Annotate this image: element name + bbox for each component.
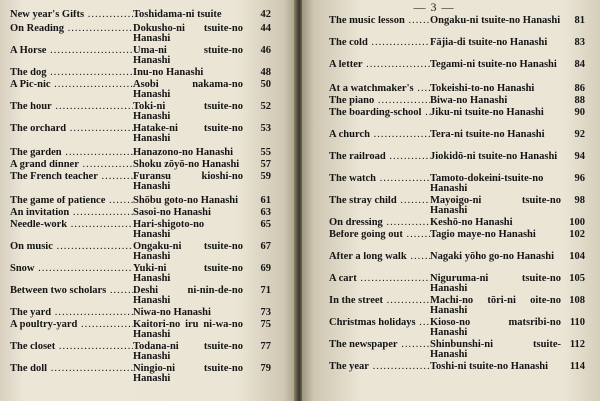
entry-japanese-title: Furansu kioshi-no Hanashi <box>133 171 243 192</box>
entry-page-number: 67 <box>260 241 271 252</box>
entry-title: Before going out ..... <box>329 230 430 240</box>
entry-title: An invitation ..... <box>10 208 133 218</box>
entry-title: On Reading ..... <box>10 24 133 44</box>
toc-entry <box>10 208 278 218</box>
toc-entry <box>329 318 587 338</box>
entry-title: Needle-work ..... <box>10 220 133 240</box>
toc-entry <box>10 220 278 240</box>
toc-entry <box>329 38 587 48</box>
entry-japanese-title: Ongaku-ni tsuite-no Hanashi <box>133 241 243 262</box>
entry-japanese-title: Inu-no Hanashi <box>133 67 204 78</box>
entry-japanese-title: Keshō-no Hanashi <box>430 217 513 228</box>
entry-title: The railroad ..... <box>329 152 430 162</box>
entry-title: The garden ..... <box>10 148 133 158</box>
entry-title: The hour ..... <box>10 102 133 122</box>
entry-japanese-title: Toshi-ni tsuite-no Hanashi <box>430 361 549 372</box>
entry-page-number: 102 <box>569 229 585 240</box>
entry-title: The closet ..... <box>10 342 133 362</box>
entry-title: Between two scholars ..... <box>10 286 133 306</box>
entry-page-number: 98 <box>574 195 585 206</box>
entry-japanese-title: Jiku-ni tsuite-no Hanashi <box>430 107 544 118</box>
toc-entry <box>10 102 278 122</box>
entry-page-number: 86 <box>574 83 585 94</box>
entry-page-number: 88 <box>574 95 585 106</box>
entry-page-number: 79 <box>260 363 271 374</box>
page-header: — 3 — <box>413 0 455 14</box>
entry-page-number: 53 <box>260 123 271 134</box>
entry-japanese-title: Mayoigo-ni tsuite-no Hanashi <box>430 195 561 216</box>
entry-japanese-title: Todana-ni tsuite-no Hanashi <box>133 341 243 362</box>
entry-title: A letter ..... <box>329 60 430 70</box>
toc-entry <box>10 148 278 158</box>
toc-entry <box>10 80 278 100</box>
toc-entry <box>329 130 587 140</box>
entry-japanese-title: Machi-no tōri-ni oite-no Hanashi <box>430 295 561 316</box>
entry-title: The dog ..... <box>10 68 133 78</box>
toc-entry <box>329 296 587 316</box>
entry-japanese-title: Niguruma-ni tsuite-no Hanashi <box>430 273 561 294</box>
entry-japanese-title: Yuki-ni tsuite-no Hanashi <box>133 263 243 284</box>
entry-page-number: 105 <box>569 273 585 284</box>
entry-japanese-title: Shinbunshi-ni tsuite-Hanashi <box>430 339 561 360</box>
entry-japanese-title: Shoku zōyō-no Hanashi <box>133 159 240 170</box>
entry-japanese-title: Sasoi-no Hanashi <box>133 207 211 218</box>
entry-page-number: 65 <box>260 219 271 230</box>
entry-title: The doll ..... <box>10 364 133 384</box>
toc-entry <box>10 172 278 192</box>
toc-entry <box>329 274 587 294</box>
entry-title: The yard ..... <box>10 308 133 318</box>
entry-japanese-title: Dokusho-ni tsuite-no Hanashi <box>133 23 243 44</box>
entry-page-number: 83 <box>574 37 585 48</box>
toc-entry <box>10 320 278 340</box>
toc-entry <box>329 218 587 228</box>
entry-title: After a long walk ..... <box>329 252 430 262</box>
entry-page-number: 77 <box>260 341 271 352</box>
entry-japanese-title: Jiokidō-ni tsuite-no Hanashi <box>430 151 558 162</box>
toc-entry <box>10 46 278 66</box>
entry-japanese-title: Tegami-ni tsuite-no Hanashi <box>430 59 557 70</box>
entry-page-number: 50 <box>260 79 271 90</box>
right-page <box>302 0 600 401</box>
toc-entry <box>10 286 278 306</box>
entry-japanese-title: Kioso-no matsribi-no Hanashi <box>430 317 561 338</box>
toc-entry <box>10 308 278 318</box>
entry-page-number: 73 <box>260 307 271 318</box>
entry-page-number: 90 <box>574 107 585 118</box>
left-page <box>0 0 296 401</box>
toc-entry <box>10 364 278 384</box>
entry-title: Christmas holidays ..... <box>329 318 430 338</box>
entry-japanese-title: Deshi ni-nin-de-no Hanashi <box>133 285 243 306</box>
entry-title: Snow ..... <box>10 264 133 284</box>
entry-japanese-title: Ningio-ni tsuite-no Hanashi <box>133 363 243 384</box>
entry-title: The newspaper ..... <box>329 340 430 360</box>
entry-page-number: 114 <box>569 361 585 372</box>
toc-entry <box>329 252 587 262</box>
entry-title: A Horse ..... <box>10 46 133 66</box>
entry-page-number: 55 <box>260 147 271 158</box>
entry-title: The orchard ..... <box>10 124 133 144</box>
entry-title: A church ..... <box>329 130 430 140</box>
entry-title: A poultry-yard ..... <box>10 320 133 340</box>
entry-title: The piano ..... <box>329 96 430 106</box>
entry-japanese-title: Asobi nakama-no Hanashi <box>133 79 243 100</box>
toc-entry <box>10 124 278 144</box>
entry-title: In the street ..... <box>329 296 430 316</box>
entry-japanese-title: Tamoto-dokeini-tsuite-no Hanashi <box>430 173 544 194</box>
toc-entry <box>329 16 587 26</box>
entry-page-number: 96 <box>574 173 585 184</box>
entry-page-number: 48 <box>260 67 271 78</box>
entry-title: The game of patience ..... <box>10 196 133 206</box>
entry-title: On dressing ..... <box>329 218 430 228</box>
entry-page-number: 63 <box>260 207 271 218</box>
toc-entry <box>329 84 587 94</box>
entry-japanese-title: Uma-ni stuite-no Hanashi <box>133 45 243 66</box>
entry-title: The watch ..... <box>329 174 430 194</box>
entry-japanese-title: Nagaki yōho go-no Hanashi <box>430 251 554 262</box>
entry-title: The cold ..... <box>329 38 430 48</box>
entry-page-number: 100 <box>569 217 585 228</box>
toc-entry <box>329 362 587 372</box>
entry-japanese-title: Biwa-no Hanashi <box>430 95 508 106</box>
entry-japanese-title: Hari-shigoto-no Hanashi <box>133 219 205 240</box>
entry-title: The music lesson ..... <box>329 16 430 26</box>
entry-page-number: 44 <box>260 23 271 34</box>
entry-title: A grand dinner ..... <box>10 160 133 170</box>
entry-japanese-title: Kaitori-no iru ni-wa-no Hanashi <box>133 319 243 340</box>
toc-entry <box>329 340 587 360</box>
toc-entry <box>329 174 587 194</box>
toc-entry <box>329 108 587 118</box>
entry-page-number: 108 <box>569 295 585 306</box>
entry-page-number: 52 <box>260 101 271 112</box>
entry-page-number: 75 <box>260 319 271 330</box>
entry-page-number: 81 <box>574 15 585 26</box>
entry-title: At a watchmaker's ..... <box>329 84 430 94</box>
entry-title: On music ..... <box>10 242 133 262</box>
entry-japanese-title: Fājia-di tsuite-no Hanashi <box>430 37 548 48</box>
entry-page-number: 46 <box>260 45 271 56</box>
toc-entry <box>10 24 278 44</box>
entry-japanese-title: Tagio maye-no Hanashi <box>430 229 536 240</box>
entry-page-number: 112 <box>569 339 585 350</box>
toc-entry <box>10 10 278 20</box>
entry-title: The year ..... <box>329 362 430 372</box>
toc-entry <box>329 60 587 70</box>
toc-entry <box>329 230 587 240</box>
toc-entry <box>329 96 587 106</box>
entry-title: A cart ..... <box>329 274 430 294</box>
entry-japanese-title: Hanazono-no Hanashi <box>133 147 234 158</box>
entry-page-number: 61 <box>260 195 271 206</box>
entry-japanese-title: Ongaku-ni tsuite-no Hanashi <box>430 15 561 26</box>
entry-page-number: 104 <box>569 251 585 262</box>
entry-japanese-title: Toshidama-ni tsuite <box>133 9 222 20</box>
entry-japanese-title: Niwa-no Hanashi <box>133 307 211 318</box>
toc-entry <box>10 68 278 78</box>
entry-japanese-title: Hatake-ni tsuite-no Hanashi <box>133 123 243 144</box>
entry-page-number: 69 <box>260 263 271 274</box>
entry-title: The stray child ..... <box>329 196 430 216</box>
entry-page-number: 59 <box>260 171 271 182</box>
entry-page-number: 92 <box>574 129 585 140</box>
toc-entry <box>10 264 278 284</box>
entry-title: New year's Gifts ..... <box>10 10 133 20</box>
entry-japanese-title: Shōbu goto-no Hanashi <box>133 195 239 206</box>
toc-entry <box>329 152 587 162</box>
entry-page-number: 42 <box>260 9 271 20</box>
entry-page-number: 110 <box>569 317 585 328</box>
toc-entry <box>10 242 278 262</box>
entry-japanese-title: Tokeishi-to-no Hanashi <box>430 83 535 94</box>
entry-japanese-title: Toki-ni tsuite-no Hanashi <box>133 101 243 122</box>
entry-page-number: 94 <box>574 151 585 162</box>
entry-title: A Pic-nic ..... <box>10 80 133 100</box>
entry-title: The boarding-school ..... <box>329 108 430 118</box>
entry-page-number: 57 <box>260 159 271 170</box>
toc-entry <box>10 342 278 362</box>
toc-entry <box>10 160 278 170</box>
entry-page-number: 71 <box>260 285 271 296</box>
entry-page-number: 84 <box>574 59 585 70</box>
entry-japanese-title: Tera-ni tsuite-no Hanashi <box>430 129 545 140</box>
entry-title: The French teacher ..... <box>10 172 133 192</box>
toc-entry <box>329 196 587 216</box>
toc-entry <box>10 196 278 206</box>
